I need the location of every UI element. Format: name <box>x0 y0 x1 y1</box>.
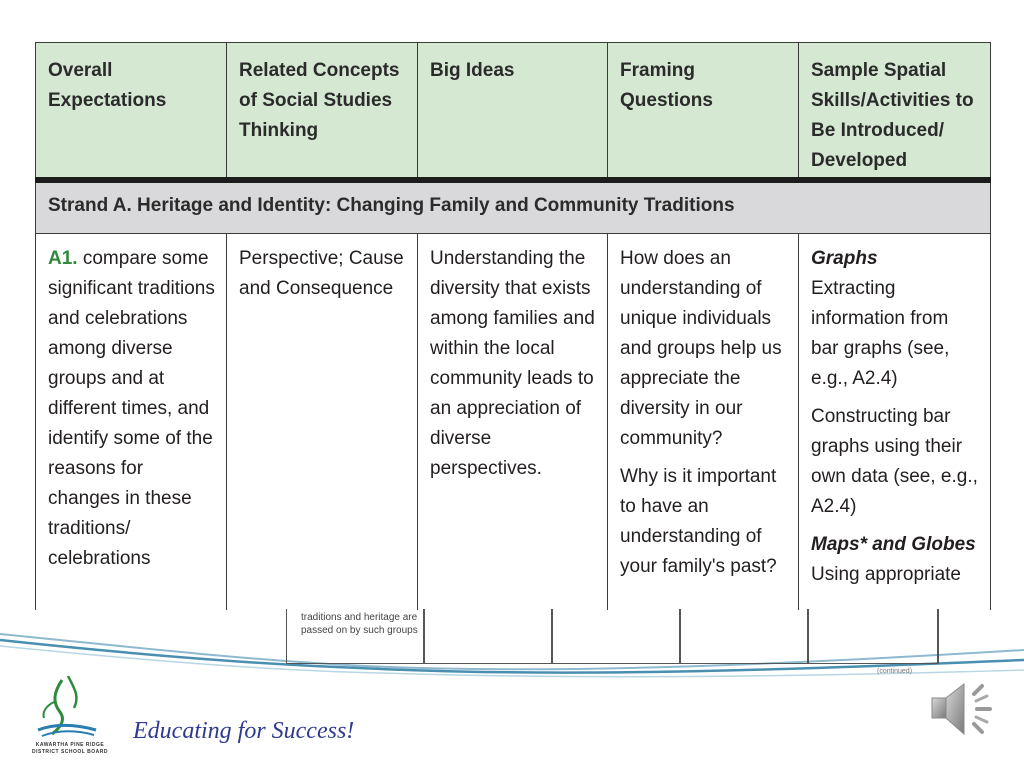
fragment-divider <box>679 609 681 663</box>
fragment-divider <box>937 609 939 663</box>
framing-question-1: How does an understanding of unique individuals and groups help us appreciate the diversity in our community? <box>620 248 782 449</box>
fragment-divider <box>551 609 553 663</box>
skills-heading-maps: Maps* and Globes <box>811 534 976 555</box>
header-related-concepts: Related Concepts of Social Studies Thinking <box>227 43 418 181</box>
expectation-code: A1. <box>48 248 78 269</box>
framing-question-2: Why is it important to have an understanding of your family's past? <box>620 466 777 577</box>
logo-text: KAWARTHA PINE RIDGE DISTRICT SCHOOL BOARD <box>32 742 108 755</box>
skills-item-3: Using appropriate <box>811 564 961 585</box>
tagline: Educating for Success! <box>133 718 355 744</box>
strand-row <box>36 180 991 234</box>
table-row <box>36 234 991 611</box>
table-header-row <box>36 43 991 181</box>
speaker-icon[interactable] <box>924 676 1000 742</box>
header-framing-questions: Framing Questions <box>608 43 799 181</box>
expectation-text: compare some significant traditions and celebrations among diverse groups and at different times, and identify some of the reasons for changes in these traditions/ celebrations <box>48 248 215 569</box>
strand-title: Strand A. Heritage and Identity: Changing Family and Community Traditions <box>36 180 991 234</box>
header-overall-expectations: Overall Expectations <box>36 43 227 181</box>
cell-framing-questions <box>608 234 799 611</box>
page-fragment <box>286 609 939 664</box>
skills-item-1: Extracting information from bar graphs (see, e.g., A2.4) <box>811 278 950 389</box>
fragment-divider <box>807 609 809 663</box>
skills-item-2: Constructing bar graphs using their own data (see, e.g., A2.4) <box>811 406 978 517</box>
fragment-text: traditions and heritage are passed on by such groups <box>301 612 418 636</box>
cell-spatial-skills <box>799 234 991 611</box>
cell-concepts: Perspective; Cause and Consequence <box>227 234 418 611</box>
skills-heading-graphs: Graphs <box>811 248 878 269</box>
header-big-ideas: Big Ideas <box>418 43 608 181</box>
cell-expectation <box>36 234 227 611</box>
continued-label: (continued) <box>877 668 913 675</box>
cell-big-ideas: Understanding the diversity that exists among families and within the local community leads to an appreciation of diverse perspectives. <box>418 234 608 611</box>
curriculum-table <box>35 42 991 610</box>
header-spatial-skills: Sample Spatial Skills/Activities to Be Introduced/ Developed <box>799 43 991 181</box>
